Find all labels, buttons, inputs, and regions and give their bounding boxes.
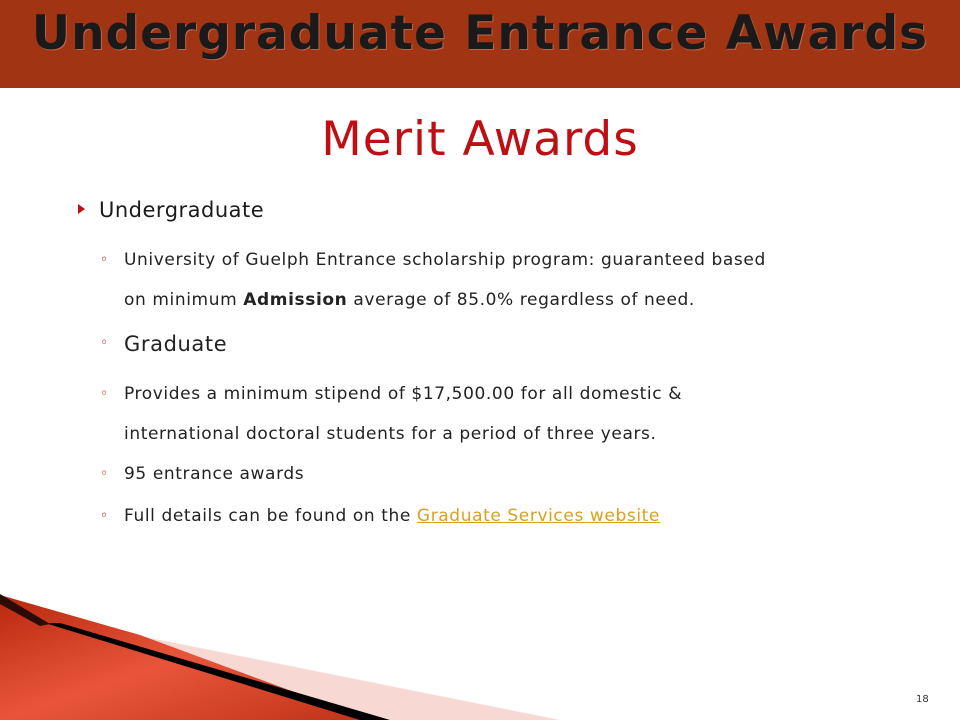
ring-bullet-icon: ◦ xyxy=(100,508,109,524)
sub-bullet-details xyxy=(100,496,860,536)
bullet-undergraduate xyxy=(78,198,264,222)
sub-bullet-scholarship xyxy=(100,240,860,320)
stipend-line-1: Provides a minimum stipend of $17,500.00 for all domestic & xyxy=(124,384,683,404)
decorative-swoosh xyxy=(0,590,960,720)
scholarship-line-1: University of Guelph Entrance scholarship program: guaranteed based xyxy=(124,250,766,270)
scholarship-line-2-bold: Admission xyxy=(243,290,348,310)
ring-bullet-icon: ◦ xyxy=(100,386,109,402)
details-text xyxy=(124,496,860,536)
sub-bullet-stipend xyxy=(100,374,860,454)
slide-title: Undergraduate Entrance Awards xyxy=(31,6,929,61)
awards-text: 95 entrance awards xyxy=(124,464,305,484)
ring-bullet-icon: ◦ xyxy=(100,335,109,351)
page-number: 18 xyxy=(916,694,929,705)
scholarship-line-2-pre: on minimum xyxy=(124,290,244,310)
ring-bullet-icon: ◦ xyxy=(100,466,109,482)
scholarship-line-2 xyxy=(124,280,860,320)
graduate-services-link[interactable]: Graduate Services website xyxy=(416,506,660,526)
sub-bullet-graduate xyxy=(100,332,860,356)
slide-subtitle: Merit Awards xyxy=(321,112,639,167)
details-text-pre: Full details can be found on the xyxy=(124,506,417,526)
ring-bullet-icon: ◦ xyxy=(100,252,109,268)
stipend-line-2: international doctoral students for a period of three years. xyxy=(124,424,657,444)
scholarship-line-2-post: average of 85.0% regardless of need. xyxy=(347,290,695,310)
bullet-undergraduate-label: Undergraduate xyxy=(99,198,265,222)
graduate-label: Graduate xyxy=(124,332,228,356)
sub-bullet-awards xyxy=(100,454,860,494)
arrow-bullet-icon xyxy=(78,204,85,214)
